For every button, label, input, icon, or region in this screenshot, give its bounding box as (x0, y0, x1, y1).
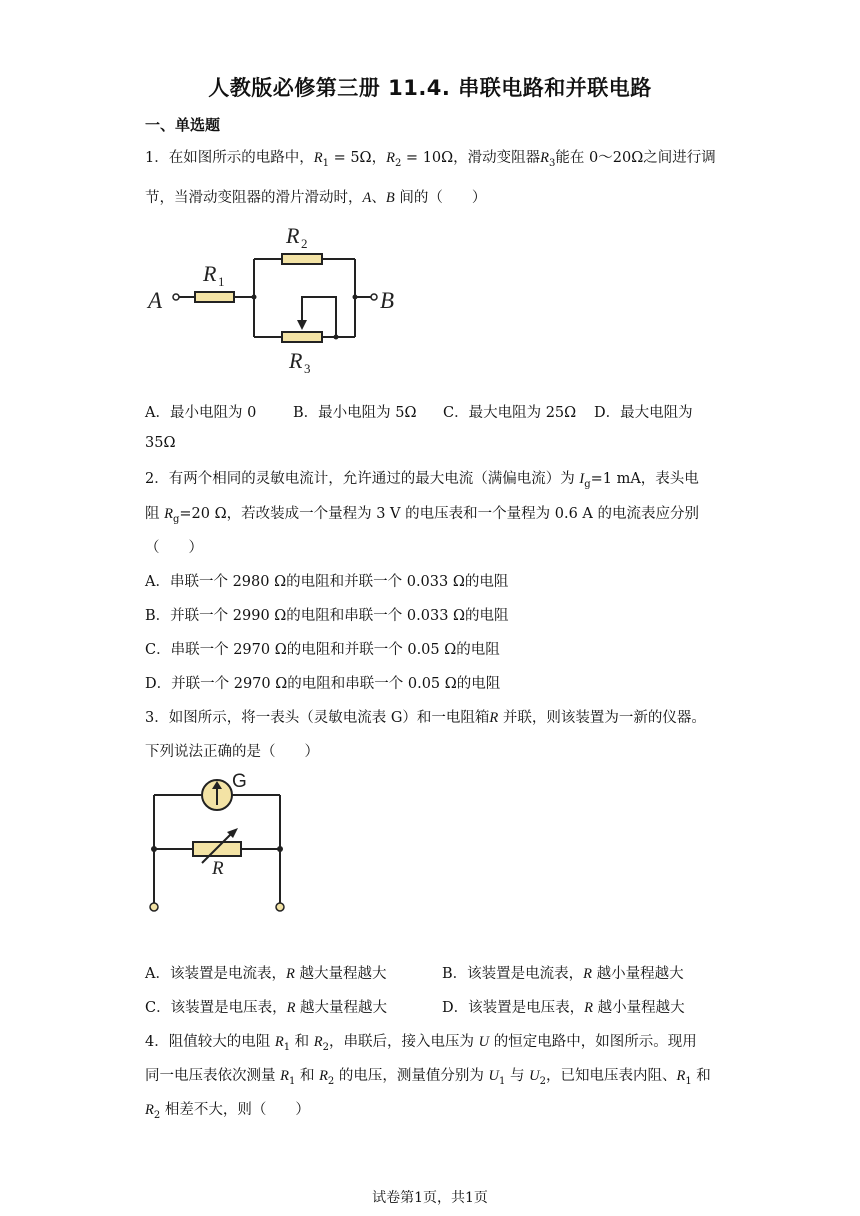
page-footer: 试卷第1页，共1页 (372, 1190, 488, 1206)
q1-option-a[interactable]: A．最小电阻为 0 (145, 405, 257, 421)
q1-option-b[interactable]: B．最小电阻为 5Ω (293, 405, 417, 421)
svg-text:1: 1 (218, 274, 225, 289)
q4-line-1: 4．阻值较大的电阻 $R_1$ 和 $R_2$，串联后，接入电压为 U 的恒定电路中，如图所示。现用 (145, 1034, 697, 1053)
page-title: 人教版必修第三册 11.4. 串联电路和并联电路 (208, 76, 652, 100)
label-a: A (148, 288, 163, 313)
q3-line-1: 3．如图所示，将一表头（灵敏电流表 G）和一电阻箱R 并联，则该装置为一新的仪器。 (145, 710, 706, 726)
q3-option-b[interactable]: B．该装置是电流表，R 越小量程越大 (442, 966, 684, 982)
terminal-a (173, 294, 179, 300)
q2-option-d[interactable]: D．并联一个 2970 Ω的电阻和串联一个 0.05 Ω的电阻 (145, 676, 501, 692)
q2-line-1: 2．有两个相同的灵敏电流计，允许通过的最大电流（满偏电流）为 $I_g=1$ mA，表头电 (145, 471, 699, 490)
q1-option-d[interactable]: D．最大电阻为 (594, 405, 693, 421)
q3-galvanometer-diagram (140, 768, 320, 918)
terminal-b (371, 294, 377, 300)
q1-line-2: 节，当滑动变阻器的滑片滑动时，A、B 间的（ ） (145, 190, 487, 206)
q2-option-b[interactable]: B．并联一个 2990 Ω的电阻和串联一个 0.033 Ω的电阻 (145, 608, 509, 624)
q3-option-a[interactable]: A．该装置是电流表，R 越大量程越大 (145, 966, 387, 982)
svg-text:3: 3 (304, 361, 311, 376)
label-r1: R (203, 261, 217, 286)
q2-option-a[interactable]: A．串联一个 2980 Ω的电阻和并联一个 0.033 Ω的电阻 (145, 574, 509, 590)
q2-option-c[interactable]: C．串联一个 2970 Ω的电阻和并联一个 0.05 Ω的电阻 (145, 642, 500, 658)
q1-line-1: 1．在如图所示的电路中，$R_1 = 5\Omega$，$R_2 = 10\Omega$，滑动变阻器$R_3$能在 0～20Ω之间进行调 (145, 150, 716, 169)
label-g: G (232, 771, 247, 792)
label-b: B (380, 288, 395, 313)
q2-line-3: （ ） (145, 540, 203, 556)
q1-option-c[interactable]: C．最大电阻为 25Ω (443, 405, 577, 421)
label-r3: R (289, 348, 303, 373)
r2-resistor (282, 254, 322, 264)
q1-option-d-cont: 35Ω (145, 435, 176, 451)
label-r2: R (286, 223, 300, 248)
terminal-right (276, 903, 284, 911)
label-r: R (212, 858, 224, 879)
q2-line-2: 阻 $R_g=20$ Ω，若改装成一个量程为 3 V 的电压表和一个量程为 0.6 A 的电流表应分别 (145, 506, 699, 525)
q3-option-d[interactable]: D．该装置是电压表，R 越小量程越大 (442, 1000, 685, 1016)
terminal-left (150, 903, 158, 911)
q1-circuit-diagram (145, 218, 405, 378)
q3-option-c[interactable]: C．该装置是电压表，R 越大量程越大 (145, 1000, 388, 1016)
q4-line-3: $R_2$ 相差不大，则（ ） (145, 1102, 310, 1121)
q3-line-2: 下列说法正确的是（ ） (145, 744, 319, 760)
r3-rheostat (282, 332, 322, 342)
svg-text:2: 2 (301, 236, 308, 251)
section-heading: 一、单选题 (145, 116, 221, 134)
r1-resistor (195, 292, 234, 302)
q4-line-2: 同一电压表依次测量 $R_1$ 和 $R_2$ 的电压，测量值分别为 $U_1$ 与 $U_2$，已知电压表内阻、$R_1$ 和 (145, 1068, 711, 1087)
